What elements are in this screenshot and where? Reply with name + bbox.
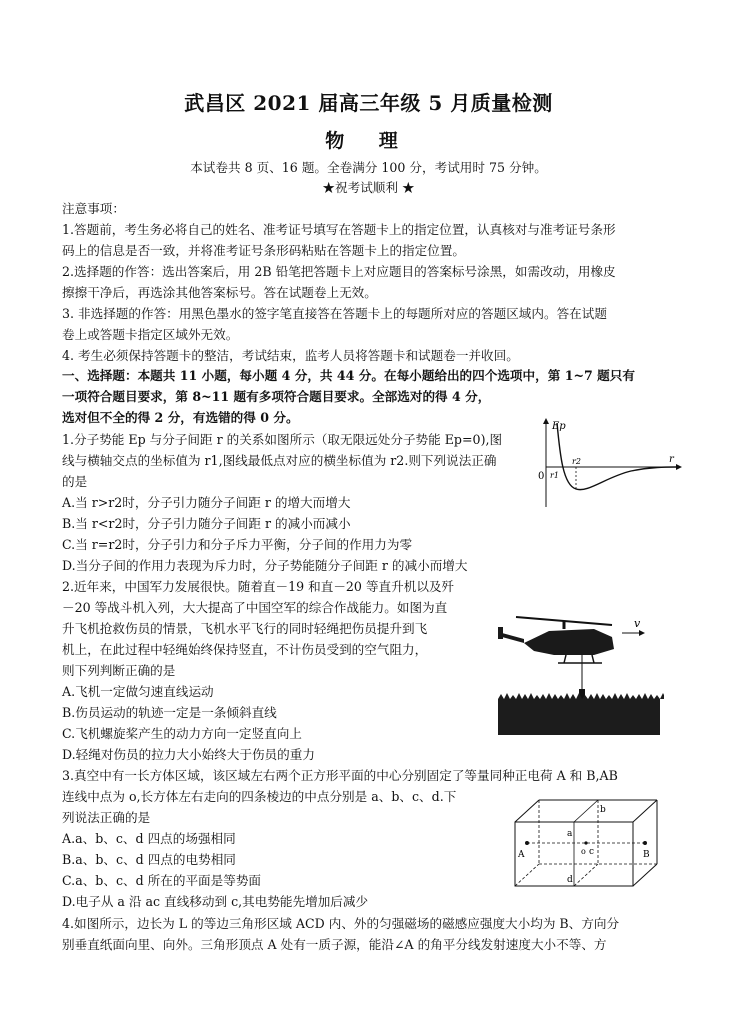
q2-stem: －20 等战斗机入列，大大提高了中国空军的综合作战能力。如图为直 (62, 600, 448, 615)
exam-info: 本试卷共 8 页、16 题。全卷满分 100 分，考试用时 75 分钟。 (190, 160, 547, 175)
y-axis-label: Ep (552, 421, 566, 432)
section-heading: 选对但不全的得 2 分，有选错的得 0 分。 (62, 410, 299, 425)
q2-option-d: D.轻绳对伤员的拉力大小始终大于伤员的重力 (62, 747, 315, 762)
blessing: ★祝考试顺利 ★ (322, 180, 415, 195)
q4-stem: 别垂直纸面向里、向外。三角形顶点 A 处有一质子源，能沿∠A 的角平分线发射速度大小不等、方 (62, 937, 607, 952)
q2-stem: 机上，在此过程中轻绳始终保持竖直，不计伤员受到的空气阻力， (62, 642, 428, 657)
note-line: 1.答题前，考生务必将自己的姓名、准考证号填写在答题卡上的指定位置，认真核对与准考证号条形 (62, 222, 616, 237)
label-b: b (600, 805, 606, 815)
note-line: 擦擦干净后，再选涂其他答案标号。答在试题卷上无效。 (62, 285, 377, 300)
q2-stem: 则下列判断正确的是 (62, 663, 176, 678)
label-o: o (581, 847, 586, 856)
q3-stem: 列说法正确的是 (62, 810, 151, 825)
label-B: B (643, 850, 650, 860)
q2-option-b: B.伤员运动的轨迹一定是一条倾斜直线 (62, 705, 277, 720)
ground (498, 699, 660, 735)
subject-title: 物 理 (325, 130, 412, 152)
q1-stem: 1.分子势能 Ep 与分子间距 r 的关系如图所示（取无限远处分子势能 Ep=0),图 (62, 432, 503, 447)
cuboid-figure (507, 794, 667, 894)
helicopter-body (524, 629, 614, 655)
r1-label: r1 (550, 471, 559, 480)
note-line: 4. 考生必须保持答题卡的整洁，考试结束，监考人员将答题卡和试题卷一并收回。 (62, 348, 519, 363)
q1-option-b: B.当 r<r2时，分子引力随分子间距 r 的减小而减小 (62, 516, 351, 531)
page-title: 武昌区 2021 届高三年级 5 月质量检测 (184, 91, 553, 115)
q3-stem: 3.真空中有一长方体区域，该区域左右两个正方形平面的中心分别固定了等量同种正电荷 A 和 B,AB (62, 768, 618, 783)
q1-option-a: A.当 r>r2时，分子引力随分子间距 r 的增大而增大 (62, 495, 351, 510)
label-A: A (518, 850, 525, 860)
section-heading: 一、选择题：本题共 11 小题，每小题 4 分，共 44 分。在每小题给出的四个选项中，第 1~7 题只有 (62, 368, 635, 383)
q3-option-a: A.a、b、c、d 四点的场强相同 (62, 831, 236, 846)
origin-label: 0 (538, 471, 545, 482)
label-a: a (567, 829, 573, 839)
note-line: 卷上或答题卡指定区域外无效。 (62, 327, 239, 342)
q1-option-c: C.当 r=r2时，分子引力和分子斥力平衡，分子间的作用力为零 (62, 537, 413, 552)
r2-label: r2 (572, 457, 581, 466)
q2-stem: 2.近年来，中国军力发展很快。随着直－19 和直－20 等直升机以及歼 (62, 579, 455, 594)
label-d: d (567, 875, 573, 885)
x-axis-label: r (669, 454, 674, 465)
q3-stem: 连线中点为 o,长方体左右走向的四条棱边的中点分别是 a、b、c、d.下 (62, 789, 457, 804)
q1-option-d: D.当分子间的作用力表现为斥力时，分子势能随分子间距 r 的减小而增大 (62, 558, 468, 573)
q1-stem: 的是 (62, 474, 88, 489)
notes-heading: 注意事项： (62, 201, 125, 216)
q2-option-a: A.飞机一定做匀速直线运动 (62, 684, 214, 699)
helicopter-figure (494, 603, 664, 738)
q4-stem: 4.如图所示，边长为 L 的等边三角形区域 ACD 内、外的匀强磁场的磁感应强度大小均为 B、方向分 (62, 916, 620, 931)
q3-option-d: D.电子从 a 沿 ac 直线移动到 c,其电势能先增加后减少 (62, 894, 369, 909)
potential-energy-graph (536, 415, 686, 510)
label-c: c (589, 847, 595, 857)
q3-option-b: B.a、b、c、d 四点的电势相同 (62, 852, 236, 867)
q1-stem: 线与横轴交点的坐标值为 r1,图线最低点对应的横坐标值为 r2.则下列说法正确 (62, 453, 497, 468)
section-heading: 一项符合题目要求，第 8~11 题有多项符合题目要求。全部选对的得 4 分， (62, 389, 491, 404)
q3-option-c: C.a、b、c、d 所在的平面是等势面 (62, 873, 262, 888)
note-line: 码上的信息是否一致，并将准考证号条形码粘贴在答题卡上的指定位置。 (62, 243, 465, 258)
q2-option-c: C.飞机螺旋桨产生的动力方向一定竖直向上 (62, 726, 302, 741)
note-line: 2.选择题的作答：选出答案后，用 2B 铅笔把答题卡上对应题目的答案标号涂黑，如需改动，用橡皮 (62, 264, 616, 279)
q2-stem: 升飞机抢救伤员的情景，飞机水平飞行的同时轻绳把伤员提升到飞 (62, 621, 428, 636)
velocity-label: v (634, 617, 641, 630)
note-line: 3. 非选择题的作答：用黑色墨水的签字笔直接答在答题卡上的每题所对应的答题区域内。答在试题 (62, 306, 607, 321)
